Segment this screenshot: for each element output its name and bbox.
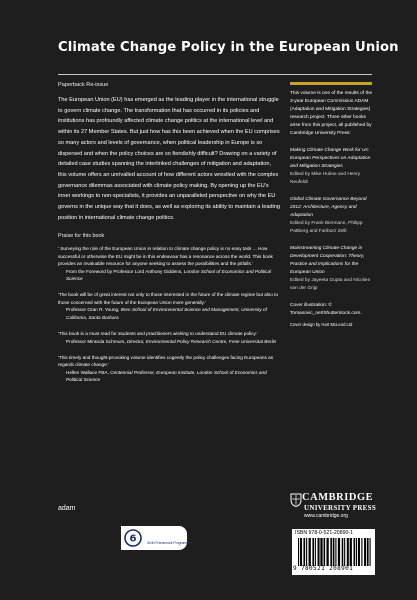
publisher-subname: UNIVERSITY PRESS <box>304 504 377 512</box>
left-column <box>58 82 280 393</box>
svg-text:6: 6 <box>129 533 137 545</box>
quote-attribution <box>58 268 280 283</box>
book-title: Climate Change Policy in the European Union <box>58 40 399 55</box>
cover-illustration-credit: Cover illustration: © Tomasovic_net/Shutterstock.com. <box>290 303 362 316</box>
related-book-editors: Edited by Mike Hulme and Henry Neufeldt <box>290 172 361 185</box>
publisher-website: www.cambridge.org <box>304 513 348 519</box>
framework-programme-logo <box>121 526 192 550</box>
barcode-bar <box>347 538 349 566</box>
fp7-label: Sixth Framework Programme <box>147 541 192 545</box>
barcode-bar <box>354 538 356 566</box>
barcode-bar <box>324 538 326 566</box>
barcode-bar <box>342 538 344 566</box>
barcode-bar <box>367 538 369 566</box>
praise-heading: Praise for this book <box>58 233 105 240</box>
quote-text: 'This book is a must read for students and practitioners wishing to understand EU climate policy.' <box>58 331 258 337</box>
praise-quote <box>58 245 280 282</box>
barcode-bar <box>358 538 360 566</box>
barcode-bar <box>312 538 314 566</box>
barcode-bar <box>344 538 345 566</box>
barcode-bar <box>361 538 362 566</box>
related-book-editors: Edited by Jayeeta Gupta and Nicolien van der Grijp <box>290 278 371 291</box>
quote-affiliation: Bren School of Environmental Science and Management, University of California, Santa Barbara <box>66 307 267 320</box>
edition-label: Paperback Re-issue <box>58 82 109 88</box>
isbn-label: ISBN 978-0-521-20890-1 <box>295 530 353 536</box>
related-book-title: Making Climate Change Work for Us: European Perspectives on Adaptation and Mitigation Strategies <box>290 148 371 169</box>
quote-affiliation: Director, Environmental Policy Research Centre, Freie Universitat Berlin <box>126 338 277 344</box>
related-book-editors: Edited by Frank Biermann, Philipp Pattberg and Fariborz Zelli <box>290 221 363 234</box>
accent-rule <box>290 82 372 85</box>
praise-quote <box>58 354 280 384</box>
barcode-bar <box>298 538 299 566</box>
praise-quote <box>58 330 280 345</box>
barcode-bar <box>306 538 307 566</box>
barcode-bar <box>300 538 302 566</box>
barcode-bar <box>364 538 366 566</box>
quote-affiliation: London School of Economics and Political Science <box>66 268 272 282</box>
quote-author: From the Foreword by Professor Lord Anthony Giddens, <box>66 268 183 274</box>
quote-attribution <box>58 338 280 345</box>
related-book-title: Global Climate Governance Beyond 2012: Architecture, Agency and Adaptation <box>290 197 367 218</box>
title-block <box>58 40 399 55</box>
barcode-bar <box>350 538 352 566</box>
barcode-bar <box>333 538 335 566</box>
quote-author: Hellen Wallace FBA, <box>66 369 109 375</box>
cover-design-credit: Cover design by Hart McLeod Ltd <box>290 322 353 327</box>
quote-author: Professor Oran R. Young, <box>66 307 120 313</box>
right-column <box>290 90 375 327</box>
quote-text: 'This timely and thought-provoking volume identifies cogently the policy challenges facing Europeans as regards climate change.' <box>58 354 274 368</box>
fp7-emblem-icon <box>124 529 142 547</box>
praise-quote <box>58 291 280 321</box>
barcode-bar <box>326 538 328 566</box>
barcode-bar <box>315 538 316 566</box>
book-blurb: The European Union (EU) has emerged as the leading player in the international struggle to govern climate change. The transformation that has occurred in its policies and institutions has profoundly affected climate change politics at the international level and within its 27 Member States. But just how has this been achieved when the EU comprises so many actors and levels of governance, when political leadership in Europe is so dispersed and when the policy choices are so fiendishly difficult? Drawing on a variety of detailed case studies spanning the interlinked challenges of mitigation and adaptation, this volume offers an unrivalled account of how different actors wrestled with the complex governance dilemmas associated with climate policy making. By opening up the EU's inner workings to non-specialists, it provides an unparalleled perspective on why the EU governs in the unique way that it does, as well as exploring its ability to maintain a leading position in international climate change politics. <box>58 97 281 221</box>
barcode-bar <box>356 538 357 566</box>
quote-attribution <box>58 306 280 321</box>
crest-icon <box>290 493 302 507</box>
barcode-bars <box>298 538 372 566</box>
title-divider <box>58 74 372 75</box>
barcode-bar <box>338 538 340 566</box>
barcode <box>292 529 375 575</box>
quote-affiliation: Centennial Professor, European Institute, London School of Economics and Political Science <box>66 369 267 383</box>
barcode-bar <box>370 538 371 566</box>
publisher-name: CAMBRIDGE <box>302 492 374 503</box>
barcode-bar <box>309 538 311 566</box>
related-book <box>290 196 375 236</box>
series-intro: This volume is one of the results of the 3-year European Commission ADAM (Adaptation and Mitigation Strategies) research project. Three other books arise from this project, all published by Cambridge University Press: <box>290 91 373 136</box>
related-book-title: Mainstreaming Climate Change in Development Cooperation: Theory, Practice and Implications for the European Union <box>290 246 365 275</box>
related-book <box>290 147 375 187</box>
quote-text: 'The book will be of great interest not only to those interested in the future of the climate regime but also to those concerned with the future of the European Union more generally.' <box>58 292 279 305</box>
barcode-bar <box>335 538 336 566</box>
quote-author: Professor Miranda Schreurs, <box>66 338 126 344</box>
quote-attribution <box>58 369 280 384</box>
barcode-bar <box>330 538 332 566</box>
barcode-bar <box>318 538 320 566</box>
related-book <box>290 245 375 293</box>
quote-text: ' Surveying the role of the European Union in relation to climate change policy is no easy task ... How successful or otherwise the EU might be in this endeavour has a resonance across the world. This book provides an invaluable resource for anyone seeking to assess the possibilities and the pitfalls.' <box>58 246 273 267</box>
adam-logo: adam <box>58 505 76 512</box>
barcode-bar <box>303 538 305 566</box>
barcode-digits: 9 780521 208901 <box>293 565 354 572</box>
barcode-bar <box>320 538 322 566</box>
